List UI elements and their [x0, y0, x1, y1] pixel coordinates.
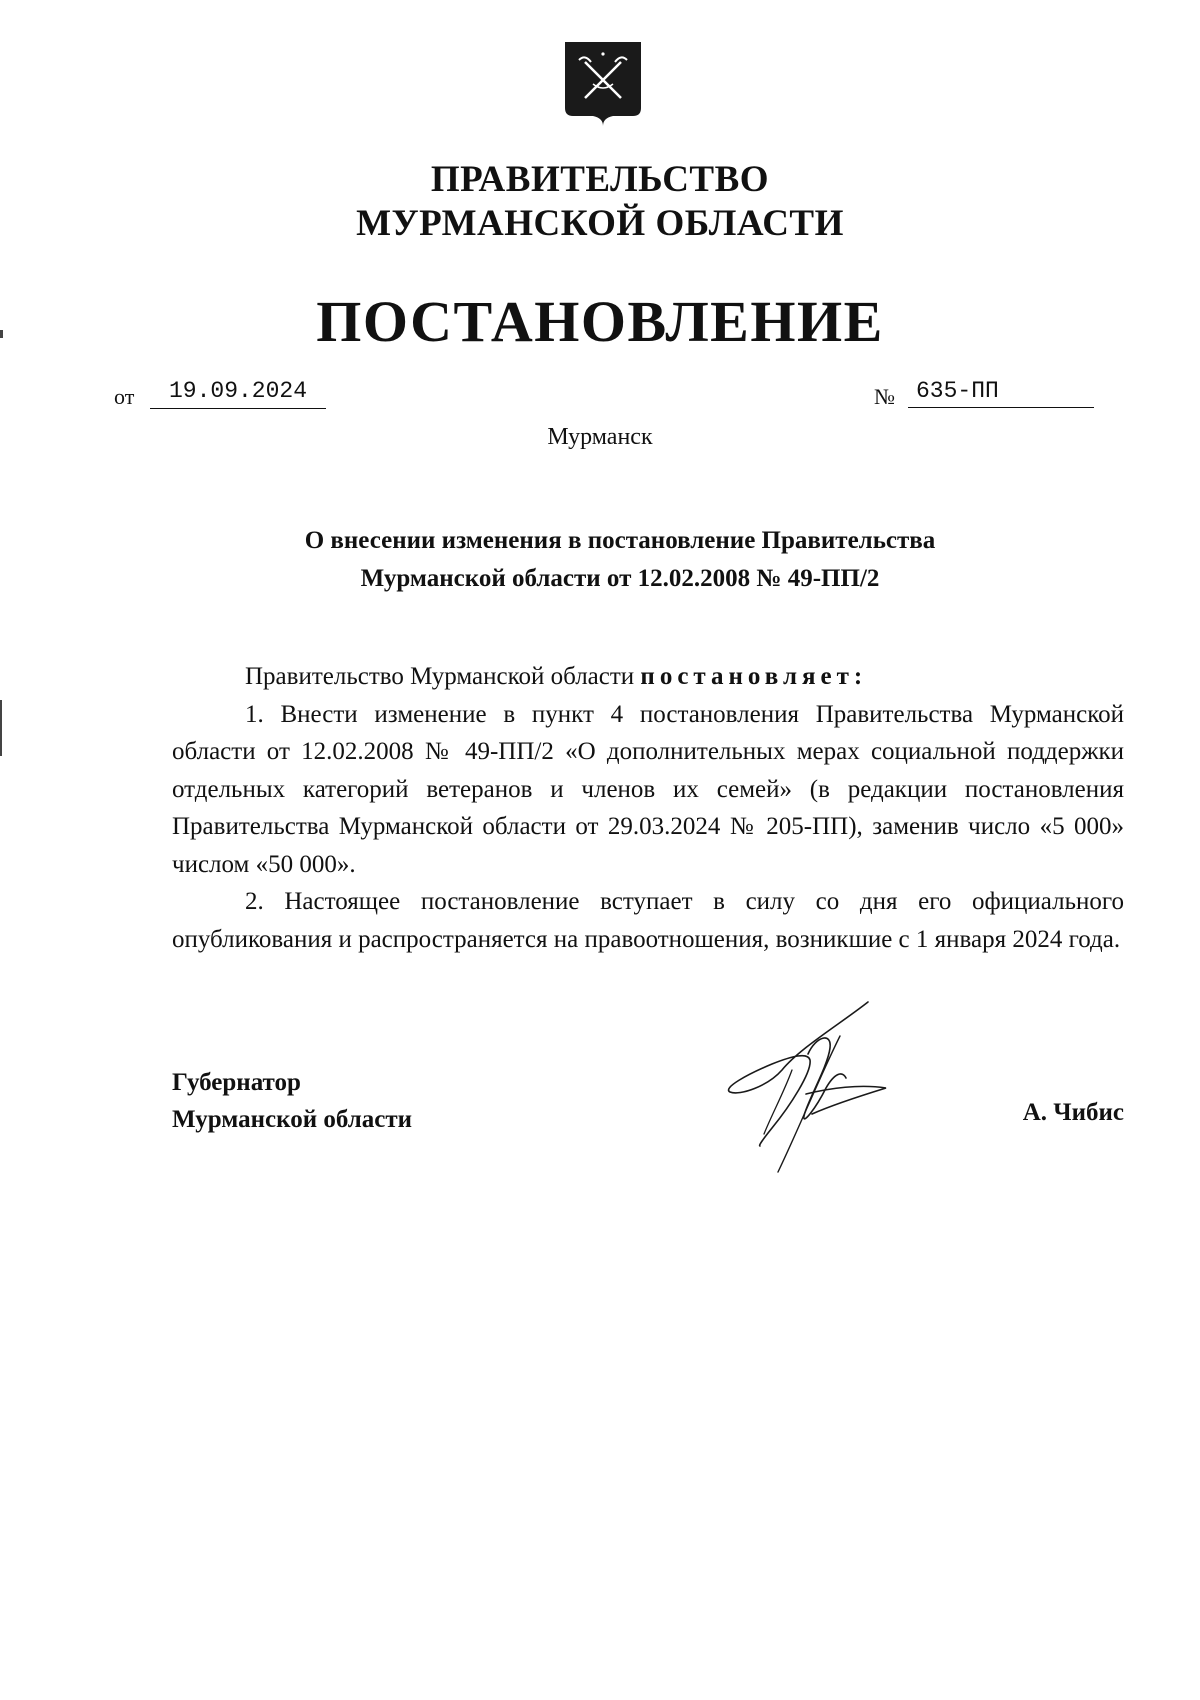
- scan-edge-mark: [0, 700, 2, 756]
- document-body: [172, 658, 1124, 958]
- intro-text: Правительство Мурманской области: [245, 663, 635, 690]
- number-prefix: №: [874, 384, 895, 409]
- item-1-paragraph: 1. Внести изменение в пункт 4 постановления Правительства Мурманской области от 12.02.2008 № 49-ПП/2 «О дополнительных мерах социальной поддержки отдельных категорий ветеранов и членов их семей» (в редакции постановления Правительства Мурманской области от 29.03.2024 № 205-ПП), заменив число «5 000» числом «50 000».: [172, 700, 1124, 878]
- org-name-line2: МУРМАНСКОЙ ОБЛАСТИ: [356, 203, 844, 244]
- document-type-title: ПОСТАНОВЛЕНИЕ: [316, 289, 884, 354]
- document-date: 19.09.2024: [150, 378, 326, 409]
- intro-paragraph: [172, 658, 1124, 696]
- signatory-title-line1: Губернатор: [172, 1069, 301, 1096]
- signatory-title: [172, 1064, 412, 1138]
- coat-of-arms-icon: [563, 40, 643, 128]
- org-name-line1: ПРАВИТЕЛЬСТВО: [430, 159, 770, 200]
- intro-action: постановляет:: [640, 663, 868, 690]
- item-2-paragraph: 2. Настоящее постановление вступает в силу со дня его официального опубликования и распространяется на правоотношения, возникшие с 1 января 2024 года.: [172, 888, 1124, 953]
- document-subject: О внесении изменения в постановление Правительства Мурманской области от 12.02.2008 № 49-ПП/2: [304, 527, 936, 592]
- date-number-row: [0, 378, 1200, 418]
- date-prefix: от: [114, 384, 135, 409]
- document-number: 635-ПП: [908, 378, 1094, 408]
- signatory-title-line2: Мурманской области: [172, 1106, 413, 1133]
- handwritten-signature: [720, 996, 890, 1176]
- scan-edge-mark: [0, 330, 3, 338]
- signatory-name: А. Чибис: [1022, 1099, 1124, 1126]
- city-name: Мурманск: [547, 424, 653, 450]
